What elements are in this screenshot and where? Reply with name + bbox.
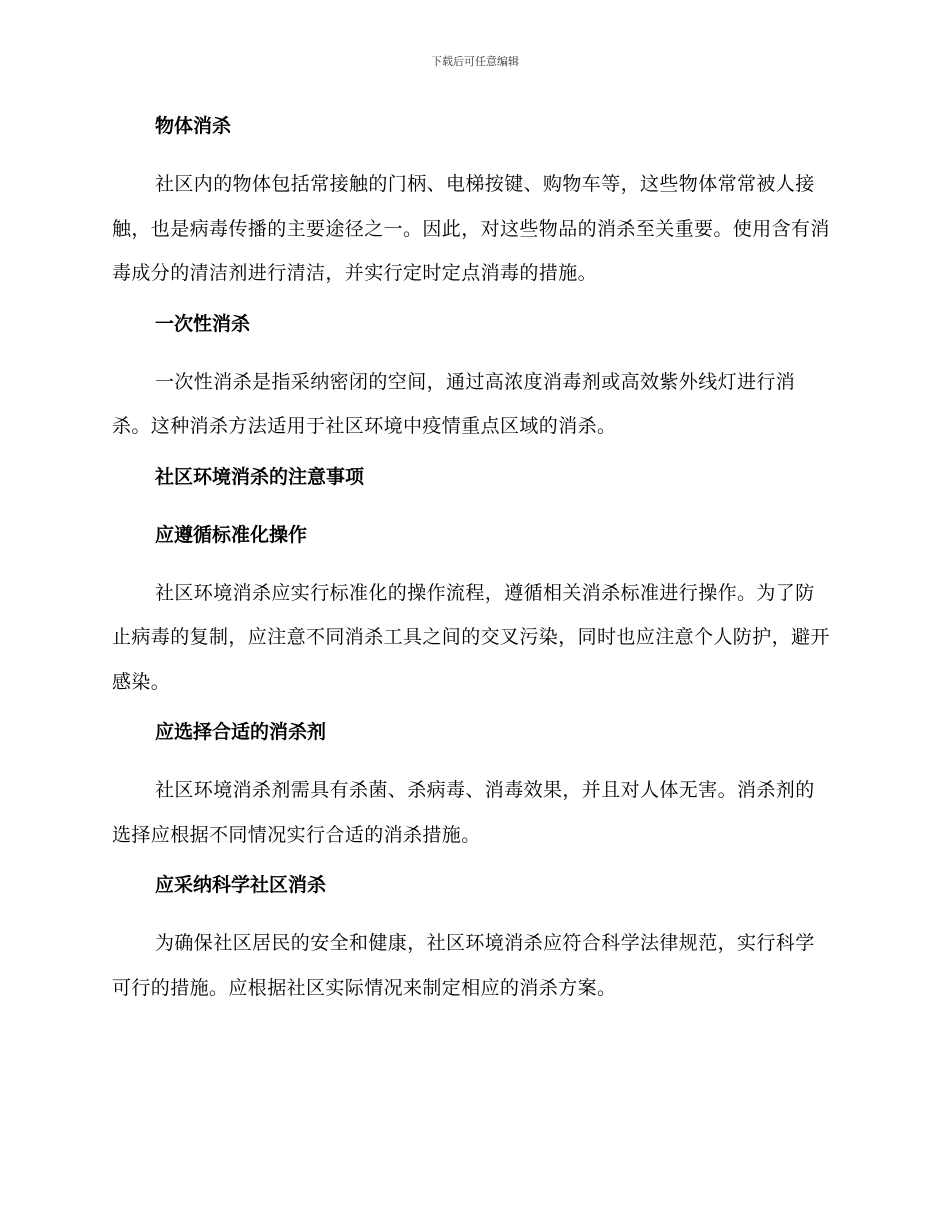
document-body (112, 112, 832, 1024)
section-paragraph-choose-disinfectant: 社区环境消杀剂需具有杀菌、杀病毒、消毒效果，并且对人体无害。消杀剂的选择应根据不同情况实行合适的消杀措施。 (112, 779, 815, 846)
section-heading-choose-disinfectant: 应选择合适的消杀剂 (155, 721, 327, 743)
section-paragraph-one-time-disinfection: 一次性消杀是指采纳密闭的空间，通过高浓度消毒剂或高效紫外线灯进行消杀。这种消杀方法适用于社区环境中疫情重点区域的消杀。 (112, 370, 796, 437)
section-heading-standard-operation: 应遵循标准化操作 (155, 523, 308, 546)
section-heading-scientific-disinfection: 应采纳科学社区消杀 (155, 874, 327, 896)
section-heading-object-disinfection: 物体消杀 (155, 115, 232, 137)
section-paragraph-object-disinfection: 社区内的物体包括常接触的门柄、电梯按键、购物车等，这些物体常常被人接触，也是病毒传播的主要途径之一。因此，对这些物品的消杀至关重要。使用含有消毒成分的清洁剂进行清洁，并实行定时定点消毒的措施。 (112, 173, 830, 284)
section-paragraph-scientific-disinfection: 为确保社区居民的安全和健康，社区环境消杀应符合科学法律规范，实行科学可行的措施。应根据社区实际情况来制定相应的消杀方案。 (112, 932, 815, 999)
section-heading-precautions: 社区环境消杀的注意事项 (155, 465, 365, 488)
section-heading-one-time-disinfection: 一次性消杀 (155, 312, 251, 335)
section-paragraph-standard-operation: 社区环境消杀应实行标准化的操作流程，遵循相关消杀标准进行操作。为了防止病毒的复制，应注意不同消杀工具之间的交叉污染，同时也应注意个人防护，避开感染。 (112, 581, 830, 693)
page-header: 下载后可任意编辑 (431, 55, 519, 68)
